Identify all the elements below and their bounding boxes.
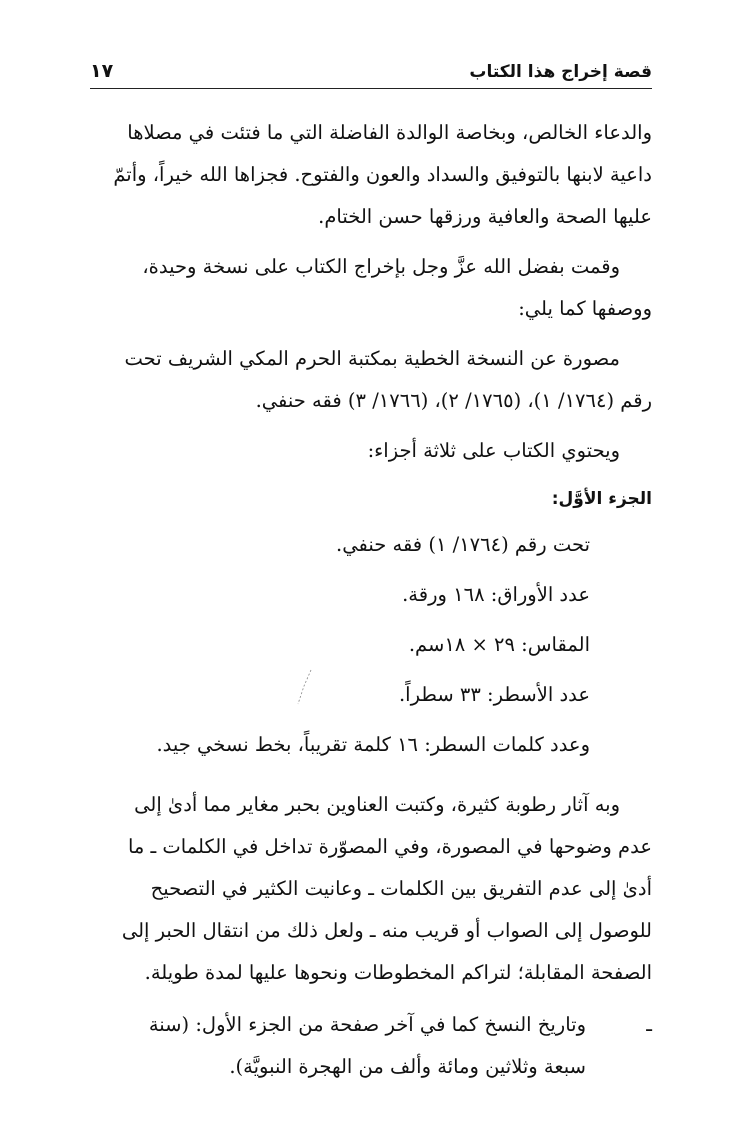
- paragraph-line: وبه آثار رطوبة كثيرة، وكتبت العناوين بحبر مغاير مما أدىٰ إلى: [134, 793, 620, 816]
- list-dash: ـ: [646, 1013, 652, 1036]
- list-item: المقاس: ٢٩ × ١٨سم.: [408, 633, 590, 656]
- page-body: [90, 112, 652, 1088]
- section-heading: الجزء الأوَّل:: [551, 489, 652, 509]
- paragraph-line: عليها الصحة والعافية ورزقها حسن الختام.: [318, 205, 652, 228]
- paragraph-line: مصورة عن النسخة الخطية بمكتبة الحرم المكي الشريف تحت: [124, 347, 620, 370]
- chapter-title: قصة إخراج هذا الكتاب: [469, 62, 652, 82]
- list-item: تحت رقم (١٧٦٤/ ١) فقه حنفي.: [336, 533, 590, 556]
- paragraph-line: وقمت بفضل الله عزَّ وجل بإخراج الكتاب على نسخة وحيدة،: [142, 255, 620, 278]
- ink-stroke-mark: [294, 668, 314, 708]
- paragraph-line: داعية لابنها بالتوفيق والسداد والعون والفتوح. فجزاها الله خيراً، وأتمّ: [113, 163, 652, 186]
- list-item: وعدد كلمات السطر: ١٦ كلمة تقريباً، بخط نسخي جيد.: [156, 733, 590, 756]
- list-item: عدد الأوراق: ١٦٨ ورقة.: [402, 583, 590, 606]
- paragraph-line: سبعة وثلاثين ومائة وألف من الهجرة النبويَّة).: [229, 1055, 586, 1078]
- paragraph-line: الصفحة المقابلة؛ لتراكم المخطوطات ونحوها عليها لمدة طويلة.: [144, 961, 652, 984]
- paragraph-line: للوصول إلى الصواب أو قريب منه ـ ولعل ذلك من انتقال الحبر إلى: [121, 919, 652, 942]
- paragraph-line: ويحتوي الكتاب على ثلاثة أجزاء:: [367, 439, 620, 462]
- paragraph-line: ووصفها كما يلي:: [518, 297, 652, 320]
- paragraph-line: عدم وضوحها في المصورة، وفي المصوّرة تداخل في الكلمات ـ ما: [127, 835, 652, 858]
- dated-note: [90, 1004, 652, 1088]
- paragraph-line: أدىٰ إلى عدم التفريق بين الكلمات ـ وعانيت الكثير في التصحيح: [150, 877, 652, 900]
- paragraph-line: والدعاء الخالص، وبخاصة الوالدة الفاضلة التي ما فتئت في مصلاها: [127, 121, 652, 144]
- paragraph-line: وتاريخ النسخ كما في آخر صفحة من الجزء الأول: (سنة: [148, 1013, 586, 1036]
- list-item: عدد الأسطر: ٣٣ سطراً.: [398, 683, 590, 706]
- running-header: [90, 58, 652, 89]
- page-number: ١٧: [90, 60, 114, 82]
- paragraph-line: رقم (١٧٦٤/ ١)، (١٧٦٥/ ٢)، (١٧٦٦/ ٣) فقه حنفي.: [255, 389, 652, 412]
